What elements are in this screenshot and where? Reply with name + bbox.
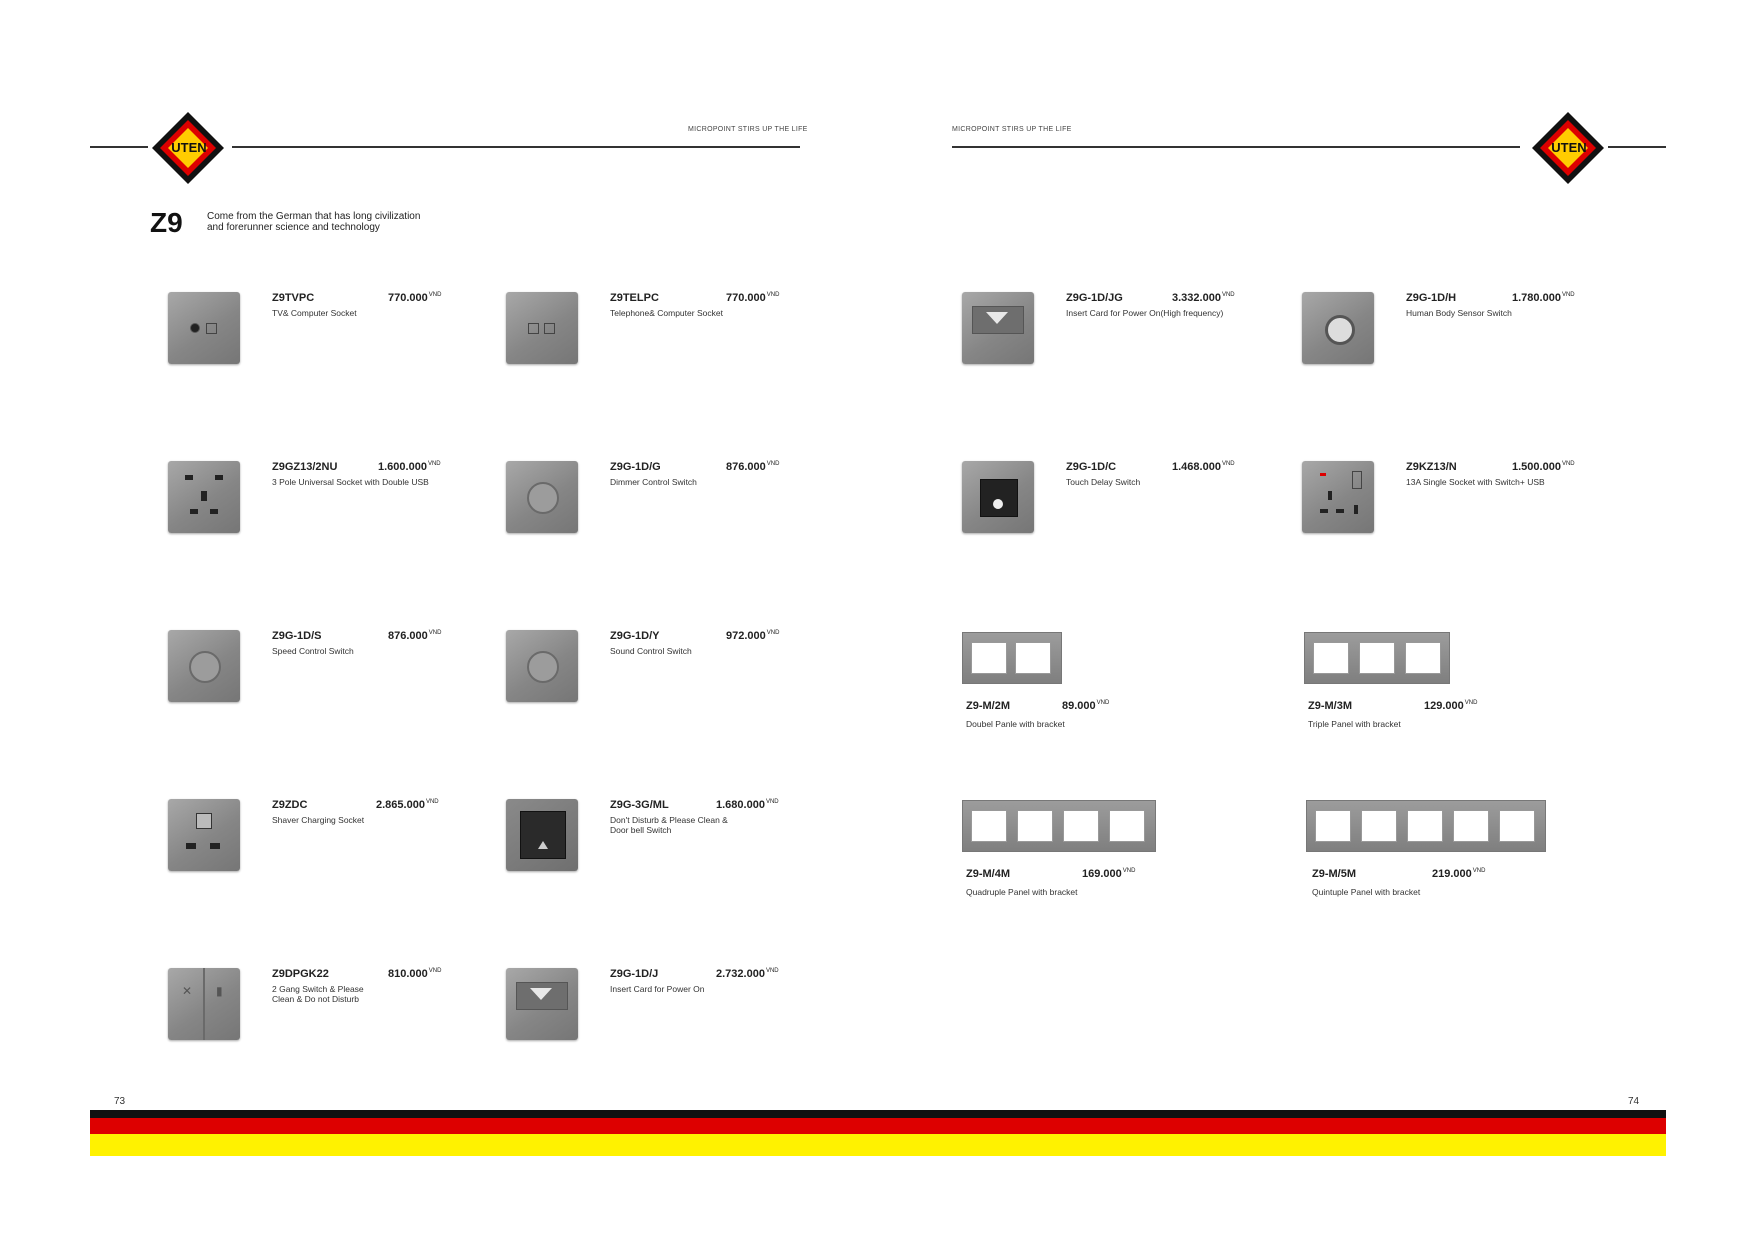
dnd-doorbell-switch-image [506,799,578,871]
frame-price: $219.000^{VND}$ [1432,868,1486,880]
product-code: Z9G-1D/S [272,630,322,642]
frame-price: $129.000^{VND}$ [1424,700,1478,712]
product-name: Dimmer Control Switch [610,477,697,487]
product-code: Z9TVPC [272,292,315,304]
product-card [168,461,488,601]
footer-stripe-yellow [90,1134,1666,1156]
logo-text: UTEN [171,140,207,155]
tagline-left: MICROPOINT STIRS UP THE LIFE [688,126,808,133]
card-power-switch-image [506,968,578,1040]
product-code: Z9G-1D/Y [610,630,660,642]
frame-price: $169.000^{VND}$ [1082,868,1136,880]
speed-switch-image [168,630,240,702]
product-name: Sound Control Switch [610,646,692,656]
product-name: 3 Pole Universal Socket with Double USB [272,477,429,487]
page-number-right: 74 [1628,1096,1640,1107]
page-number-left: 73 [114,1096,126,1107]
frame-code: Z9-M/5M [1312,868,1356,880]
product-card [506,799,826,939]
dimmer-switch-image [506,461,578,533]
product-price: $2.865.000^{VND}$ [376,799,439,811]
header-rule-right-short [1608,146,1666,148]
tagline-right: MICROPOINT STIRS UP THE LIFE [952,126,1072,133]
product-price: $876.000^{VND}$ [388,630,442,642]
product-name: Insert Card for Power On(High frequency) [1066,308,1224,318]
series-description: Come from the German that has long civilization and forerunner science and technology [207,211,421,233]
product-card [962,461,1282,601]
universal-socket-image [168,461,240,533]
header-rule-left-long [232,146,800,148]
product-card [506,461,826,601]
product-price: $972.000^{VND}$ [726,630,780,642]
product-code: Z9G-1D/G [610,461,661,473]
product-name: Insert Card for Power On [610,984,705,994]
product-code: Z9TELPC [610,292,659,304]
product-name: 2 Gang Switch & Please Clean & Do not Disturb [272,984,364,1004]
product-card [506,630,826,770]
header-rule-left-short [90,146,148,148]
product-card [168,799,488,939]
product-code: Z9G-1D/JG [1066,292,1123,304]
card-power-hf-switch-image [962,292,1034,364]
product-name: Don't Disturb & Please Clean & Door bell Switch [610,815,728,835]
product-name: Speed Control Switch [272,646,354,656]
shaver-socket-image [168,799,240,871]
touch-delay-switch-image [962,461,1034,533]
product-code: Z9KZ13/N [1406,461,1457,473]
uten-logo-right [1528,108,1608,188]
product-price: $810.000^{VND}$ [388,968,442,980]
product-price: $2.732.000^{VND}$ [716,968,779,980]
uten-logo-left [148,108,228,188]
product-price: $1.600.000^{VND}$ [378,461,441,473]
frame-3m-image [1304,632,1450,684]
product-price: $770.000^{VND}$ [726,292,780,304]
product-name: Human Body Sensor Switch [1406,308,1512,318]
product-code: Z9DPGK22 [272,968,329,980]
product-price: $1.780.000^{VND}$ [1512,292,1575,304]
frame-4m-image [962,800,1156,852]
product-code: Z9ZDC [272,799,308,811]
product-code: Z9GZ13/2NU [272,461,338,473]
product-card [168,630,488,770]
frame-name: Triple Panel with bracket [1308,719,1401,729]
sound-switch-image [506,630,578,702]
product-code: Z9G-3G/ML [610,799,669,811]
product-name: 13A Single Socket with Switch+ USB [1406,477,1545,487]
product-price: $876.000^{VND}$ [726,461,780,473]
frame-name: Doubel Panle with bracket [966,719,1065,729]
telephone-computer-socket-image [506,292,578,364]
single-socket-usb-image [1302,461,1374,533]
frame-code: Z9-M/4M [966,868,1010,880]
product-card [506,968,826,1108]
frame-name: Quintuple Panel with bracket [1312,887,1421,897]
product-price: $1.500.000^{VND}$ [1512,461,1575,473]
frame-price: $89.000^{VND}$ [1062,700,1110,712]
product-price: $1.468.000^{VND}$ [1172,461,1235,473]
header-rule-right-long [952,146,1520,148]
product-code: Z9G-1D/C [1066,461,1117,473]
product-name: Shaver Charging Socket [272,815,365,825]
frame-code: Z9-M/2M [966,700,1010,712]
product-card [1302,292,1622,432]
product-name: Touch Delay Switch [1066,477,1141,487]
product-card [168,968,488,1108]
product-code: Z9G-1D/J [610,968,659,980]
series-code: Z9 [150,207,183,238]
logo-text: UTEN [1551,140,1587,155]
product-card [506,292,826,432]
two-gang-switch-image: ✕ ▮ [168,968,240,1040]
product-name: TV& Computer Socket [272,308,357,318]
footer-stripe-black [90,1110,1666,1118]
product-price: $770.000^{VND}$ [388,292,442,304]
frame-code: Z9-M/3M [1308,700,1352,712]
body-sensor-switch-image [1302,292,1374,364]
product-card [1302,461,1622,601]
product-price: $3.332.000^{VND}$ [1172,292,1235,304]
product-card [168,292,488,432]
product-card [962,292,1282,432]
tv-computer-socket-image [168,292,240,364]
frame-5m-image [1306,800,1546,852]
product-name: Telephone& Computer Socket [610,308,723,318]
product-code: Z9G-1D/H [1406,292,1457,304]
footer-stripe-red [90,1118,1666,1134]
frame-name: Quadruple Panel with bracket [966,887,1078,897]
product-price: $1.680.000^{VND}$ [716,799,779,811]
frame-2m-image [962,632,1062,684]
